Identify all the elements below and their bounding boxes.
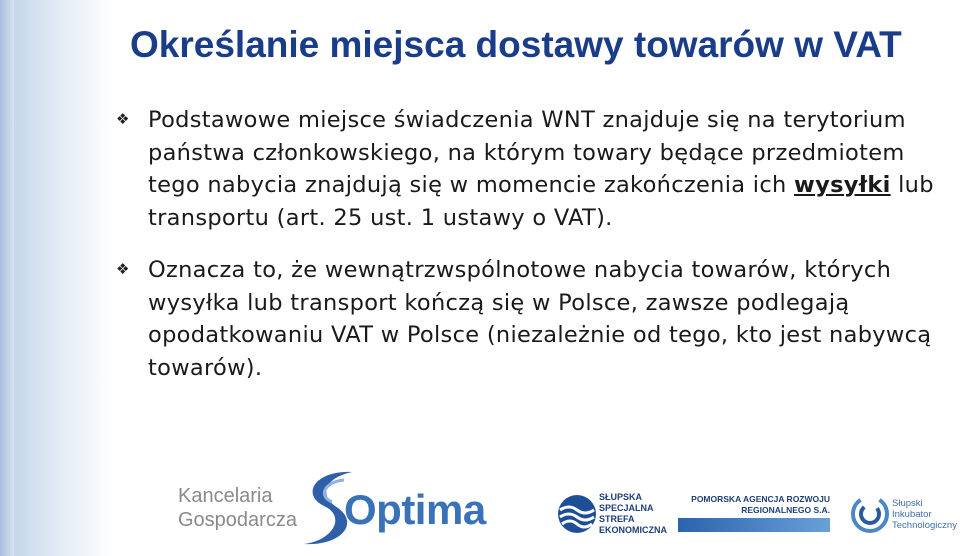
- ssse-text: SŁUPSKA SPECJALNA STREFA EKONOMICZNA: [599, 492, 667, 535]
- sit-text: Słupski Inkubator Technologiczny: [892, 498, 957, 531]
- diamond-bullet-icon: ❖: [116, 260, 130, 278]
- parr-logo: POMORSKA AGENCJA ROZWOJU REGIONALNEGO S.A.: [678, 492, 834, 536]
- parr-bar: [678, 518, 830, 532]
- sit-logo: [850, 494, 958, 540]
- diamond-bullet-icon: ❖: [116, 110, 130, 128]
- ssse-logo: [557, 490, 667, 540]
- optima-brand: Optima: [344, 486, 486, 533]
- slide-title: Określanie miejsca dostawy towarów w VAT: [130, 24, 902, 65]
- footer-logos: [0, 452, 960, 556]
- bullet-text: Podstawowe miejsce świadczenia WNT znajduje się na terytorium państwa członkowskiego, na którym towary będące przedmiotem tego nabycia znajdują się w momencie zakończenia ich wysyłki lub transportu (art. 25 ust. 1 ustawy o VAT).: [148, 107, 934, 231]
- bullet-text: Oznacza to, że wewnątrzwspólnotowe nabycia towarów, których wysyłka lub transport kończą się w Polsce, zawsze podlegają opodatkowaniu VAT w Polsce (niezależnie od tego, kto jest nabywcą towarów).: [148, 257, 932, 381]
- ssse-wave-icon: [557, 494, 597, 534]
- emphasis-wysylki: wysyłki: [794, 172, 891, 198]
- bullet-item: [110, 104, 950, 234]
- kancelaria-optima-logo: [178, 466, 486, 548]
- kancelaria-text: Kancelaria Gospodarcza: [178, 485, 297, 531]
- bullet-item: [110, 254, 950, 384]
- sit-swirl-icon: [850, 494, 890, 534]
- bullet-list: [110, 104, 950, 404]
